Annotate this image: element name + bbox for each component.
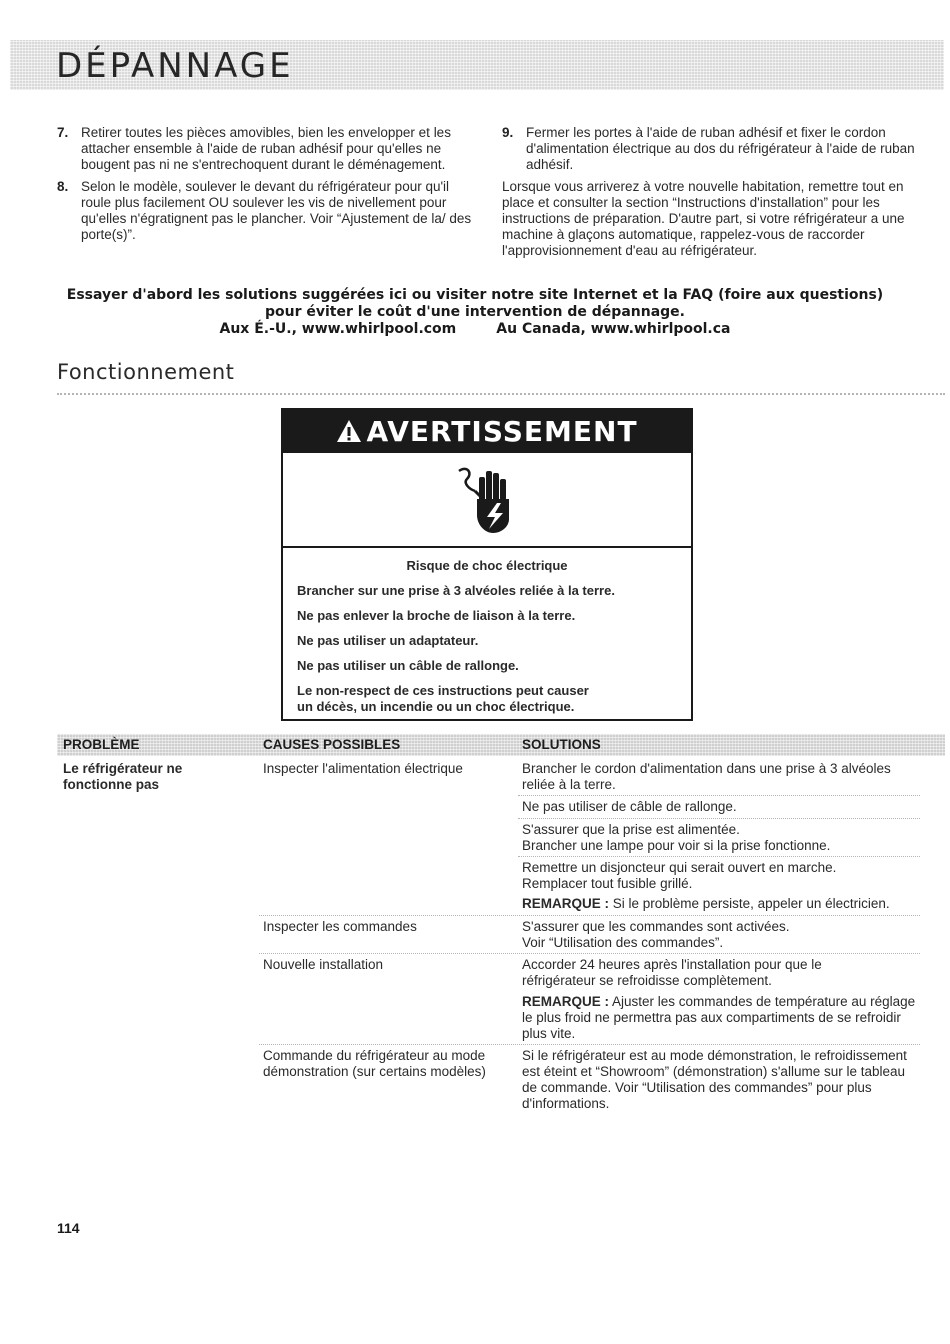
warning-consequence-1: Le non-respect de ces instructions peut causer [297,683,589,698]
warning-consequence-2: un décès, un incendie ou un choc électrique. [297,699,575,714]
warning-risk: Risque de choc électrique [406,558,568,573]
row-divider [259,953,920,954]
note-text: Ajuster les commandes de température au réglage le plus froid ne permettra pas aux compartiments de se refroidir plus vite. [522,994,916,1041]
warning-icon-area [283,453,691,548]
list-text: Fermer les portes à l'aide de ruban adhésif et fixer le cordon d'alimentation électrique au dos du réfrigérateur à l'aide de ruban adhésif. [526,125,915,172]
list-number: 9. [502,125,514,140]
warning-triangle-icon [336,419,362,443]
row-divider [518,795,920,796]
list-item [502,125,922,173]
notice-ca-link[interactable]: Au Canada, www.whirlpool.ca [496,321,731,337]
row-divider [259,915,920,916]
right-column [502,125,922,259]
section-title: Fonctionnement [57,360,235,384]
cause-cell: Nouvelle installation [263,957,384,972]
section-divider [57,393,945,395]
solution-cell: Ne pas utiliser de câble de rallonge. [522,799,737,814]
warning-text [297,558,677,715]
warning-header [283,410,691,453]
warning-line: Ne pas utiliser un adaptateur. [297,633,479,648]
notice-line-1: Essayer d'abord les solutions suggérées ici ou visiter notre site Internet et la FAQ (foire aux questions) [66,287,884,303]
page-title: DÉPANNAGE [56,46,294,86]
cause-cell: Commande du réfrigérateur au mode démonstration (sur certains modèles) [263,1048,486,1079]
row-divider [518,856,920,857]
solution-cell: S'assurer que les commandes sont activées. [522,919,790,934]
warning-title: AVERTISSEMENT [366,415,638,448]
electrical-shock-hand-icon [453,463,523,535]
note-label: REMARQUE : [522,994,609,1009]
list-item [57,125,477,173]
warning-box [281,408,693,721]
header-causes: CAUSES POSSIBLES [263,737,401,752]
solution-cell: Si le réfrigérateur est au mode démonstration, le refroidissement est éteint et “Showroom” (démonstration) s'allume sur le tableau de commande. Voir “Utilisation des commandes” pour plus d'informations. [522,1048,907,1111]
list-item [57,179,477,243]
table-header [57,734,945,756]
notice-block [0,287,950,338]
warning-line: Ne pas utiliser un câble de rallonge. [297,658,519,673]
solution-note [522,994,917,1042]
notice-links [0,321,950,338]
row-divider [259,1044,920,1045]
list-text: Selon le modèle, soulever le devant du réfrigérateur pour qu'il roule plus facilement OU soulever les vis de nivellement pour qu'elles n'égratignent pas le plancher. Voir “Ajustement de la/ des porte(s)”. [81,179,472,242]
header-banner [10,40,944,90]
warning-line: Brancher sur une prise à 3 alvéoles reliée à la terre. [297,583,615,598]
list-number: 8. [57,179,69,194]
list-number: 7. [57,125,69,140]
note-label: REMARQUE : [522,896,609,911]
page-number: 114 [57,1220,80,1236]
problem-cell: Le réfrigérateur ne fonctionne pas [63,761,183,792]
solution-cell: S'assurer que la prise est alimentée. [522,822,740,837]
solution-cell: Voir “Utilisation des commandes”. [522,935,724,950]
notice-us-link[interactable]: Aux É.-U., www.whirlpool.com [219,321,457,337]
list-text: Retirer toutes les pièces amovibles, bien les envelopper et les attacher ensemble à l'aide de ruban adhésif pour qu'elles ne bougent pas ni ne s'entrechoquent durant le déménagement. [81,125,451,172]
note-text: Si le problème persiste, appeler un électricien. [612,896,890,911]
left-column [57,125,477,249]
moving-paragraph: Lorsque vous arriverez à votre nouvelle habitation, remettre tout en place et consulter la section “Instructions d'installation” pour les instructions de préparation. D'autre part, si votre réfrigérateur a une machine à glaçons automatique, rappelez-vous de raccorder l'approvisionnement d'eau au réfrigérateur. [502,179,905,258]
cause-cell: Inspecter les commandes [263,919,417,934]
header-problem: PROBLÈME [63,737,140,752]
solution-note [522,896,922,912]
header-solutions: SOLUTIONS [522,737,601,752]
cause-cell: Inspecter l'alimentation électrique [263,761,463,776]
solution-cell: Accorder 24 heures après l'installation pour que le réfrigérateur se refroidisse complètement. [522,957,822,988]
solution-cell: Remettre un disjoncteur qui serait ouvert en marche. [522,860,837,875]
row-divider [518,818,920,819]
notice-line-2: pour éviter le coût d'une intervention de dépannage. [265,304,685,320]
solution-cell: Brancher le cordon d'alimentation dans une prise à 3 alvéoles reliée à la terre. [522,761,891,792]
warning-line: Ne pas enlever la broche de liaison à la terre. [297,608,576,623]
solution-cell: Remplacer tout fusible grillé. [522,876,693,891]
solution-cell: Brancher une lampe pour voir si la prise fonctionne. [522,838,831,853]
